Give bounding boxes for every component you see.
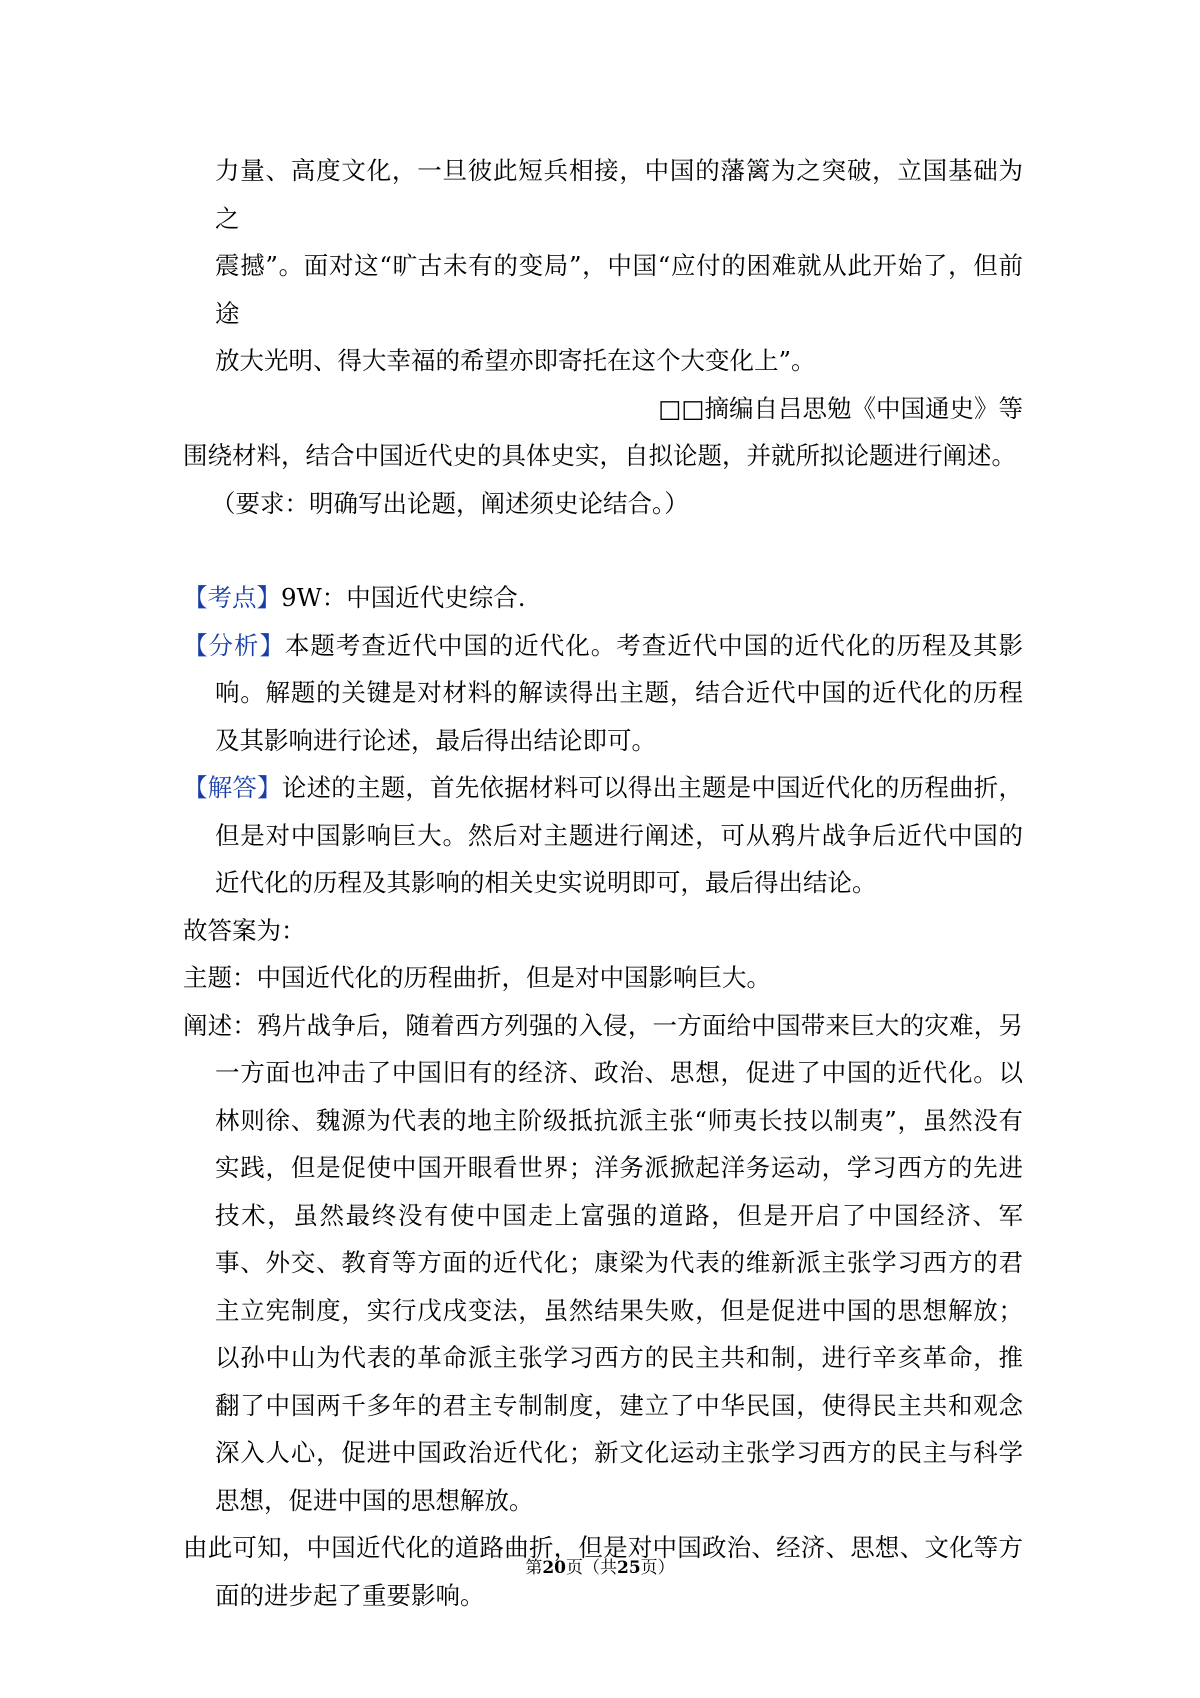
footer-total-pages: 25 xyxy=(617,1558,641,1578)
answer-conclusion: 由此可知，中国近代化的道路曲折，但是对中国政治、经济、思想、文化等方面的进步起了重要影响。 xyxy=(183,1533,1023,1610)
material-line-1: 力量、高度文化，一旦彼此短兵相接，中国的藩篱为之突破，立国基础为之 xyxy=(215,156,1023,233)
kaodian-section xyxy=(183,574,1023,622)
answer-intro: 故答案为： xyxy=(183,915,306,945)
material-line-3: 放大光明、得大幸福的希望亦即寄托在这个大变化上”。 xyxy=(215,346,816,375)
material-source: □□摘编自吕思勉《中国通史》等 xyxy=(658,393,1023,423)
spacer xyxy=(183,527,1023,574)
footer-middle: 页（共 xyxy=(566,1558,617,1578)
footer-suffix: 页） xyxy=(640,1558,675,1578)
fenxi-tag: 【分析】 xyxy=(183,630,285,660)
jieda-tag: 【解答】 xyxy=(183,773,282,802)
question-prompt: 围绕材料，结合中国近代史的具体史实，自拟论题，并就所拟论题进行阐述。 xyxy=(183,441,1016,470)
footer-prefix: 第 xyxy=(525,1558,543,1578)
jieda-text: 论述的主题，首先依据材料可以得出主题是中国近代化的历程曲折，但是对中国影响巨大。然后对主题进行阐述，可从鸦片战争后近代中国的近代化的历程及其影响的相关史实说明即可，最后得出结论。 xyxy=(215,773,1024,897)
page-content xyxy=(183,147,1023,1619)
fenxi-text: 本题考查近代中国的近代化。考查近代中国的近代化的历程及其影响。解题的关键是对材料的解读得出主题，结合近代中国的近代化的历程及其影响进行论述，最后得出结论即可。 xyxy=(215,630,1023,755)
material-text xyxy=(183,147,1023,385)
question-requirement: （要求：明确写出论题，阐述须史论结合。） xyxy=(211,488,689,518)
page-footer xyxy=(0,1556,1200,1580)
material-line-2: 震撼”。面对这“旷古未有的变局”，中国“应付的困难就从此开始了，但前途 xyxy=(215,251,1023,328)
footer-page-number: 20 xyxy=(542,1558,566,1578)
answer-theme: 主题：中国近代化的历程曲折，但是对中国影响巨大。 xyxy=(183,963,771,992)
kaodian-tag: 【考点】 xyxy=(183,583,281,612)
jieda-section xyxy=(183,764,1023,907)
answer-elaboration: 阐述：鸦片战争后，随着西方列强的入侵，一方面给中国带来巨大的灾难，另一方面也冲击了中国旧有的经济、政治、思想，促进了中国的近代化。以林则徐、魏源为代表的地主阶级抵抗派主张“师夷长技以制夷”，虽然没有实践，但是促使中国开眼看世界；洋务派掀起洋务运动，学习西方的先进技术，虽然最终没有使中国走上富强的道路，但是开启了中国经济、军事、外交、教育等方面的近代化；康梁为代表的维新派主张学习西方的君主立宪制度，实行戊戌变法，虽然结果失败，但是促进中国的思想解放；以孙中山为代表的革命派主张学习西方的民主共和制，进行辛亥革命，推翻了中国两千多年的君主专制制度，建立了中华民国，使得民主共和观念深入人心，促进中国政治近代化；新文化运动主张学习西方的民主与科学思想，促进中国的思想解放。 xyxy=(183,1010,1023,1515)
kaodian-text: 9W：中国近代史综合. xyxy=(281,583,526,612)
fenxi-section xyxy=(183,622,1023,765)
